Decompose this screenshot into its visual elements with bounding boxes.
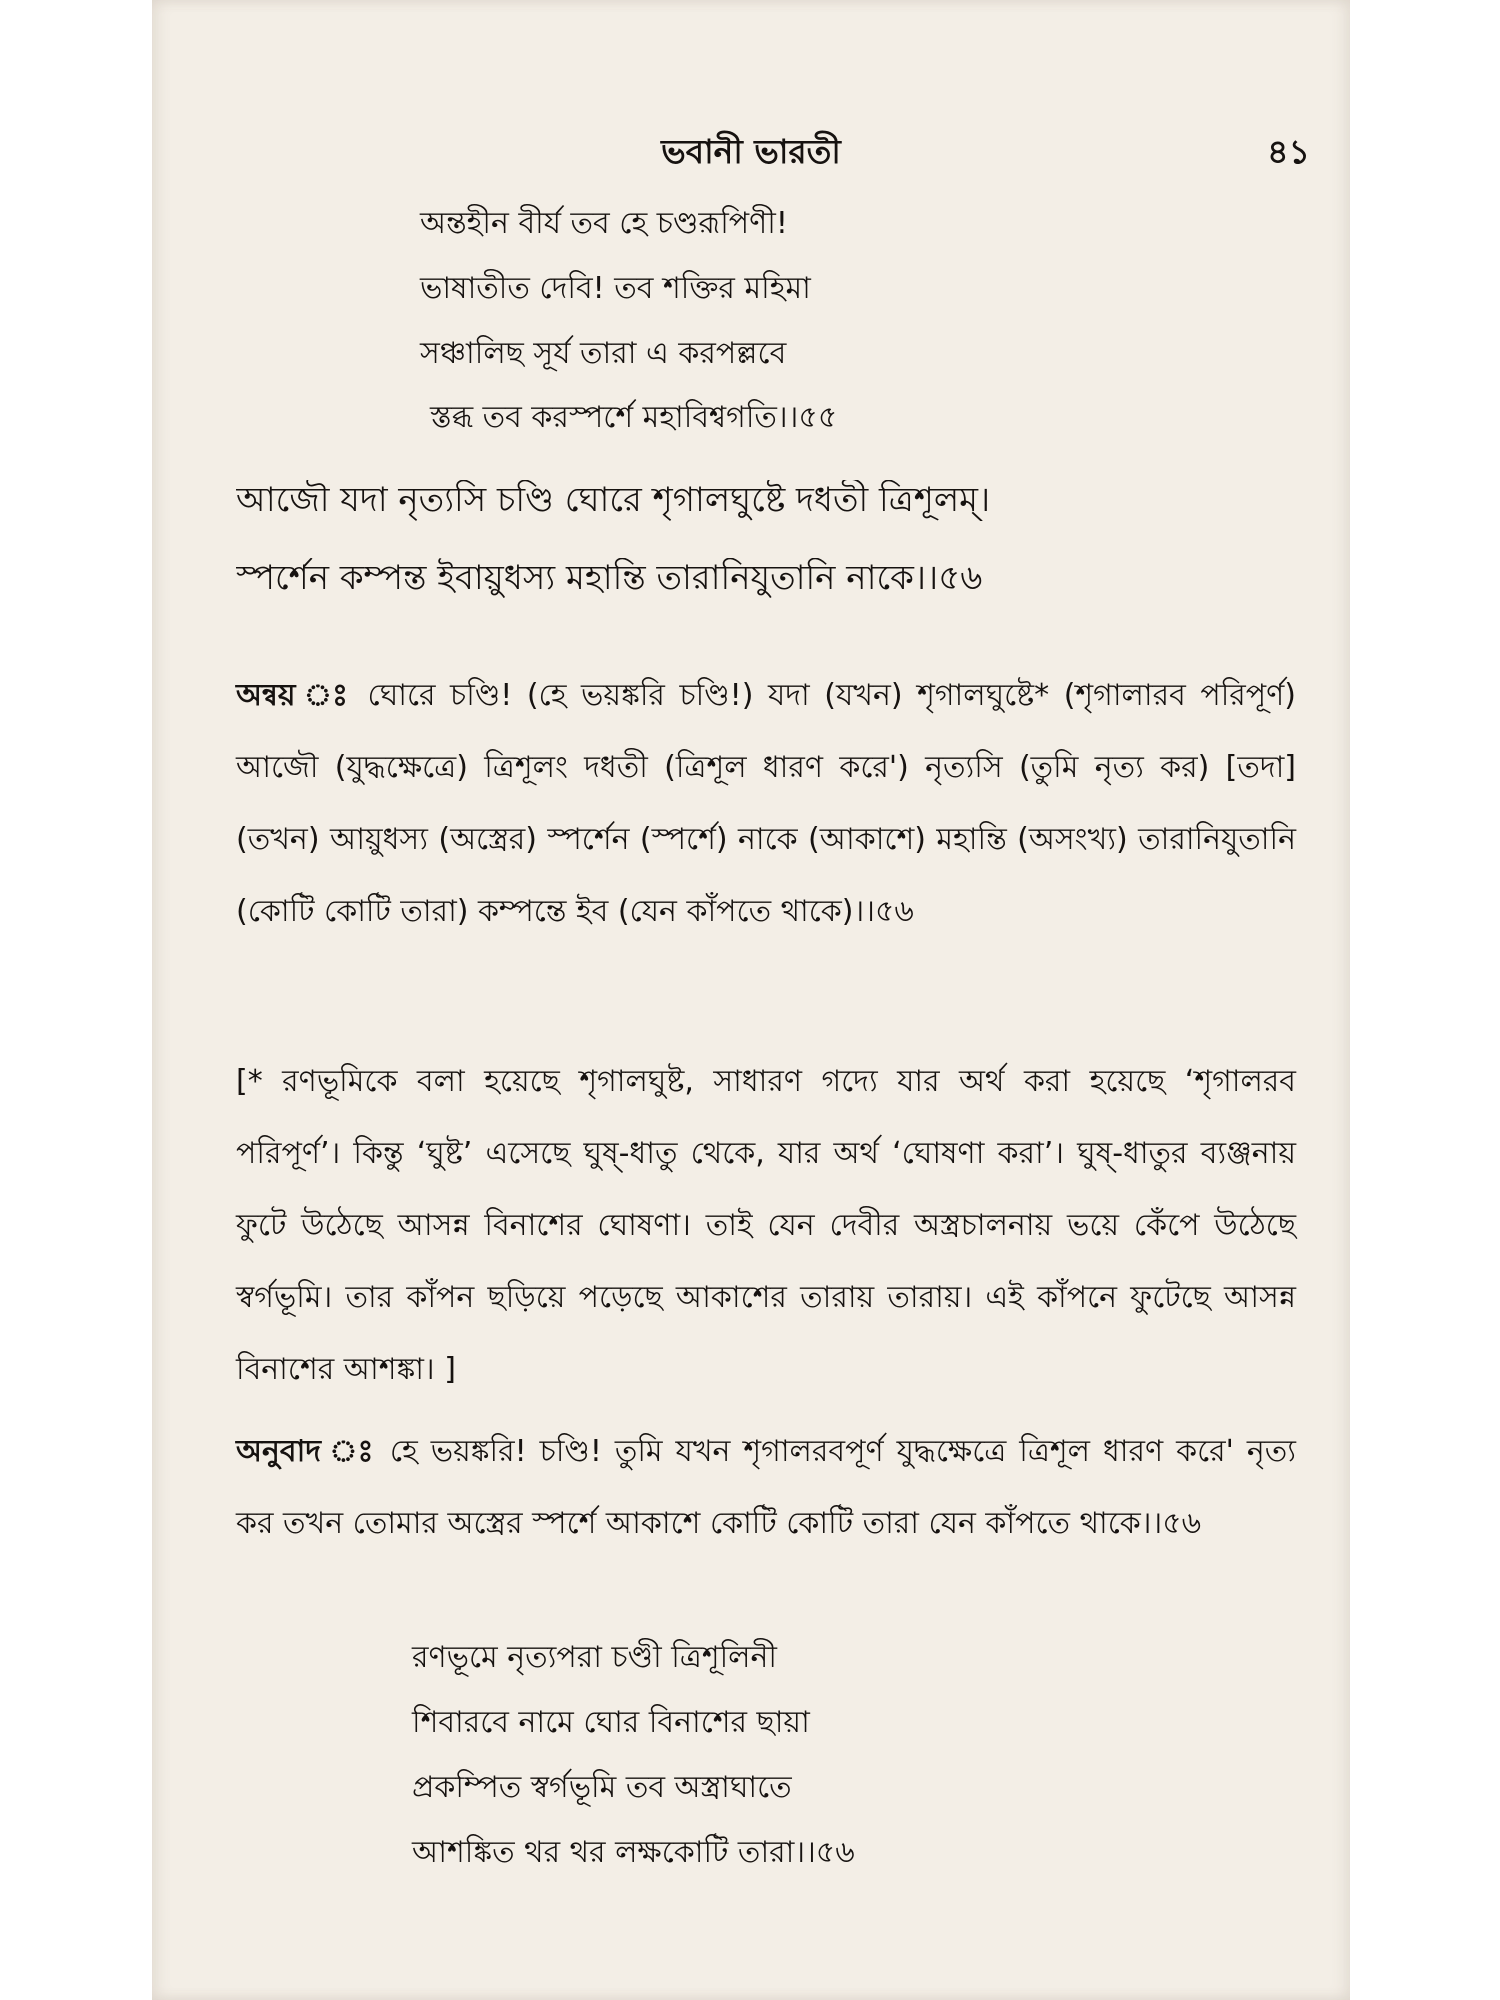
verse-56-line-1: রণভূমে নৃত্যপরা চণ্ডী ত্রিশূলিনী: [412, 1640, 778, 1675]
sanskrit-verse-56-line-2: স্পর্শেন কম্পন্ত ইবায়ুধস্য মহান্তি তারানিযুতানি নাকে।।৫৬: [236, 558, 983, 598]
verse-55-line-3: সঞ্চালিছ সূর্য তারা এ করপল্লবে: [420, 336, 787, 371]
verse-55-line-4: স্তব্ধ তব করস্পর্শে মহাবিশ্বগতি।।৫৫: [430, 400, 838, 435]
anubad-text: হে ভয়ঙ্করি! চণ্ডি! তুমি যখন শৃগালরবপূর্ণ যুদ্ধক্ষেত্রে ত্রিশূল ধারণ করে' নৃত্য কর তখন তোমার অস্ত্রের স্পর্শে আকাশে কোটি কোটি তারা যেন কাঁপতে থাকে।।৫৬: [236, 1434, 1296, 1541]
running-title: ভবানী ভারতী: [661, 132, 841, 171]
anvaya-text: ঘোরে চণ্ডি! (হে ভয়ঙ্করি চণ্ডি!) যদা (যখন) শৃগালঘুষ্টে* (শৃগালারব পরিপূর্ণ) আজৌ (যুদ্ধক্ষেত্রে) ত্রিশূলং দধতী (ত্রিশূল ধারণ করে') নৃত্যসি (তুমি নৃত্য কর) [তদা] (তখন) আয়ুধস্য (অস্ত্রের) স্পর্শেন (স্পর্শে) নাকে (আকাশে) মহান্তি (অসংখ্য) তারানিযুতানি (কোটি কোটি তারা) কম্পন্তে ইব (যেন কাঁপতে থাকে)।।৫৬: [236, 678, 1296, 929]
anvaya-label: অন্বয় ঃ: [236, 678, 353, 713]
verse-55-line-1: অন্তহীন বীর্য তব হে চণ্ডরূপিণী!: [420, 206, 788, 241]
sanskrit-verse-56-line-1: আজৌ যদা নৃত্যসি চণ্ডি ঘোরে শৃগালঘুষ্টে দধতী ত্রিশূলম্।: [236, 480, 991, 520]
verse-56-line-2: শিবারবে নামে ঘোর বিনাশের ছায়া: [412, 1705, 810, 1740]
page-number: ৪১: [1267, 132, 1310, 171]
anvaya-paragraph: [236, 660, 1296, 948]
verse-55-line-2: ভাষাতীত দেবি! তব শক্তির মহিমা: [420, 271, 811, 306]
book-page: [152, 0, 1350, 2000]
anubad-label: অনুবাদ ঃ: [236, 1434, 377, 1469]
anubad-paragraph: [236, 1416, 1296, 1560]
verse-56-line-3: প্রকম্পিত স্বর্গভূমি তব অস্ত্রাঘাতে: [412, 1770, 792, 1805]
footnote-paragraph: [* রণভূমিকে বলা হয়েছে শৃগালঘুষ্ট, সাধারণ গদ্যে যার অর্থ করা হয়েছে ‘শৃগালরব পরিপূর্ণ’। কিন্তু ‘ঘুষ্ট’ এসেছে ঘুষ্-ধাতু থেকে, যার অর্থ ‘ঘোষণা করা’। ঘুষ্-ধাতুর ব্যঞ্জনায় ফুটে উঠেছে আসন্ন বিনাশের ঘোষণা। তাই যেন দেবীর অস্ত্রচালনায় ভয়ে কেঁপে উঠেছে স্বর্গভূমি। তার কাঁপন ছড়িয়ে পড়েছে আকাশের তারায় তারায়। এই কাঁপনে ফুটেছে আসন্ন বিনাশের আশঙ্কা। ]: [236, 1064, 1296, 1387]
verse-56-line-4: আশঙ্কিত থর থর লক্ষকোটি তারা।।৫৬: [412, 1835, 855, 1870]
page-header: [152, 126, 1350, 176]
